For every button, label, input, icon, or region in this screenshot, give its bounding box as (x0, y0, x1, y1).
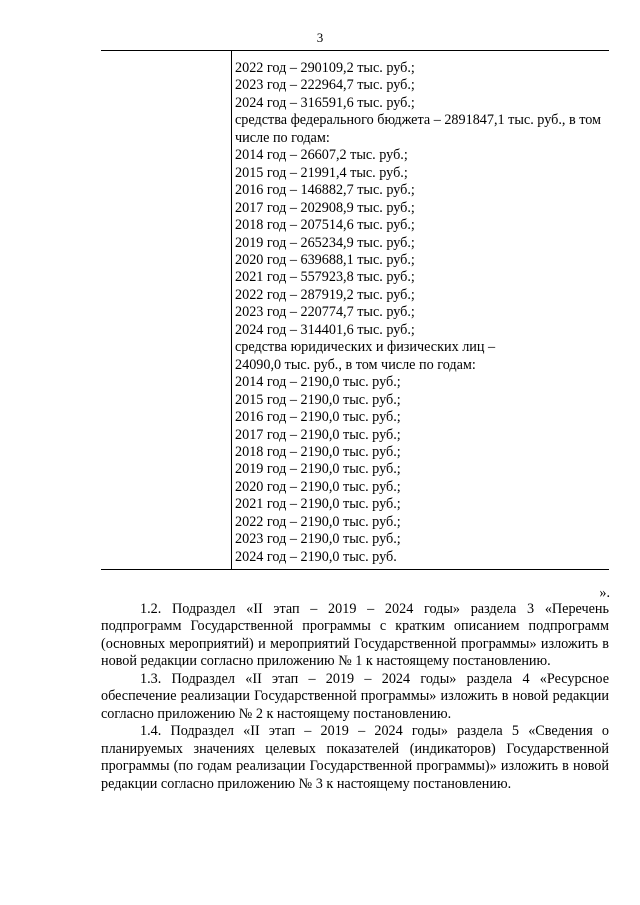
funding-line: 2017 год – 2190,0 тыс. руб.; (235, 426, 401, 443)
funding-line: 2018 год – 2190,0 тыс. руб.; (235, 443, 401, 460)
private-funds-total: 24090,0 тыс. руб., в том числе по годам: (235, 356, 476, 373)
funding-line: 2019 год – 265234,9 тыс. руб.; (235, 234, 415, 251)
funding-line: 2022 год – 290109,2 тыс. руб.; (235, 60, 415, 76)
table-left-cell (101, 51, 232, 569)
funding-line: 2015 год – 2190,0 тыс. руб.; (235, 391, 401, 408)
funding-line: 2024 год – 2190,0 тыс. руб. (235, 548, 397, 565)
funding-line: 2022 год – 2190,0 тыс. руб.; (235, 513, 401, 530)
funding-line: 2017 год – 202908,9 тыс. руб.; (235, 199, 415, 216)
funding-line: 2023 год – 2190,0 тыс. руб.; (235, 531, 401, 548)
body-text (101, 601, 609, 793)
funding-line: 2021 год – 557923,8 тыс. руб.; (235, 269, 415, 286)
funding-line: 2021 год – 2190,0 тыс. руб.; (235, 496, 401, 513)
page-number: 3 (316, 30, 324, 45)
funding-line: 2016 год – 146882,7 тыс. руб.; (235, 182, 415, 199)
funding-line: 2020 год – 2190,0 тыс. руб.; (235, 478, 401, 495)
funding-line: 2023 год – 222964,7 тыс. руб.; (235, 77, 415, 94)
funding-line: 2023 год – 220774,7 тыс. руб.; (235, 304, 415, 321)
funding-line: 2019 год – 2190,0 тыс. руб.; (235, 461, 401, 478)
funding-line: 2022 год – 287919,2 тыс. руб.; (235, 286, 415, 303)
funding-line: 2014 год – 2190,0 тыс. руб.; (235, 374, 401, 391)
table-right-cell (235, 60, 605, 566)
paragraph-1-3: 1.3. Подраздел «II этап – 2019 – 2024 годы» раздела 4 «Ресурсное обеспечение реализации Государственной программы» изложить в новой редакции согласно приложению № 2 к настоящему постановлению. (101, 670, 609, 722)
funding-line: 2016 год – 2190,0 тыс. руб.; (235, 409, 401, 426)
funding-line: 2024 год – 316591,6 тыс. руб.; (235, 94, 415, 111)
federal-budget-heading: средства федерального бюджета – 2891847,1 тыс. руб., в том числе по годам: (235, 112, 602, 146)
private-funds-heading: средства юридических и физических лиц – (235, 339, 496, 356)
funding-line: 2020 год – 639688,1 тыс. руб.; (235, 251, 415, 268)
paragraph-1-2: 1.2. Подраздел «II этап – 2019 – 2024 годы» раздела 3 «Перечень подпрограмм Государственной программы с кратким описанием подпрограмм (основных мероприятий) и мероприятий Государственной программы» изложить в новой редакции согласно приложению № 1 к настоящему постановлению. (101, 601, 609, 670)
funding-line: 2024 год – 314401,6 тыс. руб.; (235, 321, 415, 338)
funding-line: 2014 год – 26607,2 тыс. руб.; (235, 147, 408, 164)
funding-table (101, 50, 609, 570)
closing-quote: ». (599, 585, 610, 601)
funding-line: 2015 год – 21991,4 тыс. руб.; (235, 164, 408, 181)
paragraph-1-4: 1.4. Подраздел «II этап – 2019 – 2024 годы» раздела 5 «Сведения о планируемых значениях целевых показателей (индикаторов) Государственной программы (по годам реализации Государственной программы)» изложить в новой редакции согласно приложению № 3 к настоящему постановлению. (101, 723, 609, 792)
funding-line: 2018 год – 207514,6 тыс. руб.; (235, 217, 415, 234)
